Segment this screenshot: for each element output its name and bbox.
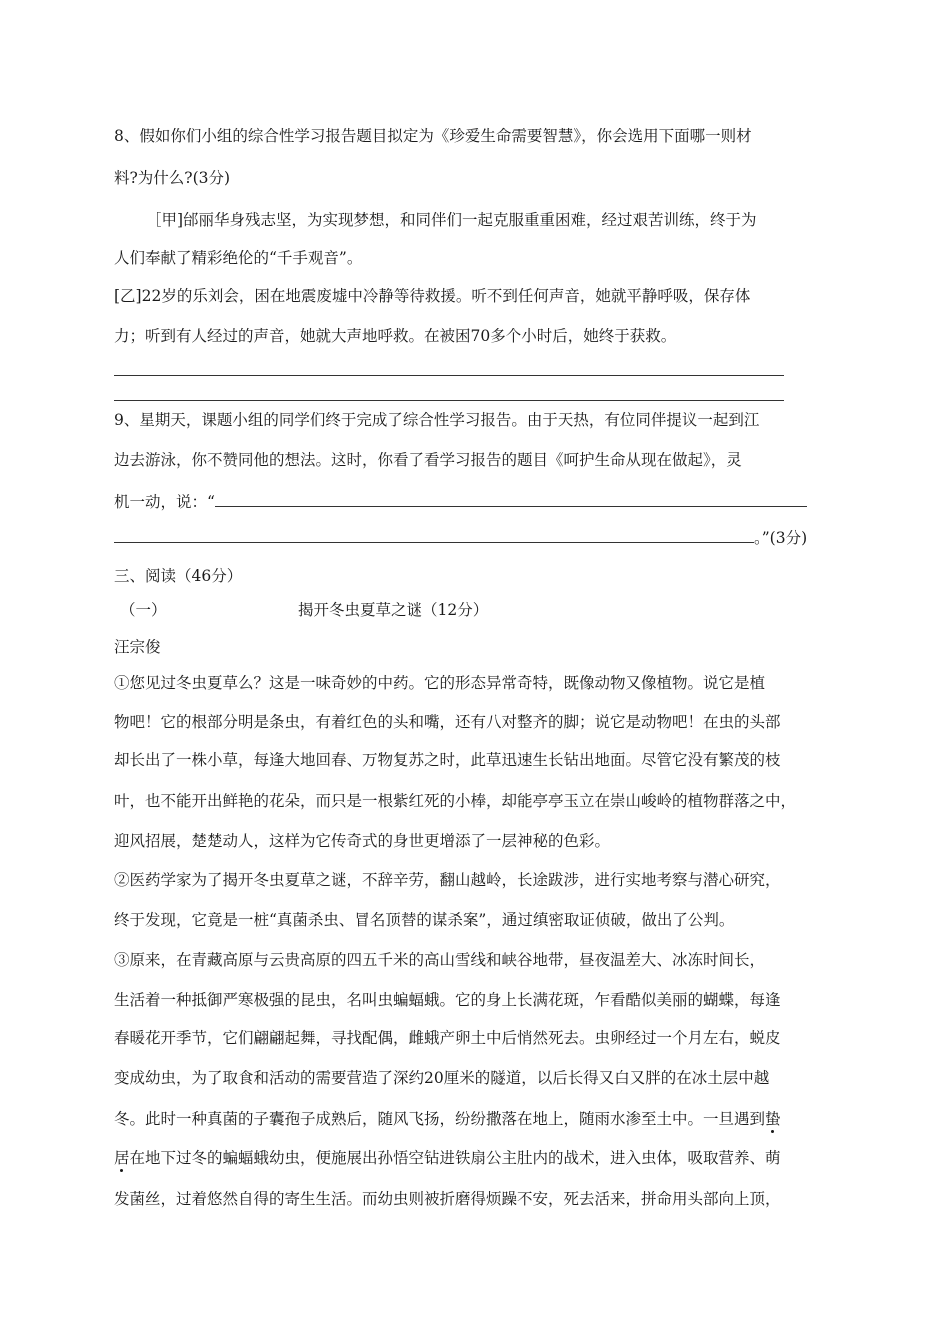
q9-line-2: 边去游泳，你不赞同他的想法。这时，你看了看学习报告的题目《呵护生命从现在做起》，灵 [114,451,742,469]
para3-line-6-text: 在地下过冬的蝙蝠蛾幼虫，便施展出孙悟空钻进铁扇公主肚内的战术，进入虫体，吸取营养、萌 [129,1149,781,1167]
para3-line-3: 春暖花开季节，它们翩翩起舞，寻找配偶，雌蛾产卵土中后悄然死去。虫卵经过一个月左右，蜕皮 [114,1029,781,1047]
article-author: 汪宗俊 [114,638,161,656]
para2-line-1: ②医药学家为了揭开冬虫夏草之谜，不辞辛劳，翻山越岭，长途跋涉，进行实地考察与潜心研究， [114,871,781,889]
para1-line-1: ①您见过冬虫夏草么？这是一味奇妙的中药。它的形态异常奇特，既像动物又像植物。说它是植 [114,674,766,692]
q9-answer-blank-2[interactable] [114,528,754,543]
para3-line-5-text: 冬。此时一种真菌的子囊孢子成熟后，随风飞扬，纷纷撒落在地上，随雨水渗至土中。一旦遇到 [114,1110,766,1128]
para1-line-3: 却长出了一株小草，每逢大地回春、万物复苏之时，此草迅速生长钻出地面。尽管它没有繁茂的枝 [114,751,781,769]
q9-answer-blank-1[interactable] [215,492,807,507]
article-title: 揭开冬虫夏草之谜（12分） [298,601,489,619]
material-yi-line-1: [乙]22岁的乐刘会，困在地震废墟中冷静等待救援。听不到任何声音，她就平静呼吸，保存体 [114,287,751,305]
material-jia-line-1: ［甲]邰丽华身残志坚，为实现梦想，和同伴们一起克服重重困难，经过艰苦训练，终于为 [146,211,757,229]
para3-line-7: 发菌丝，过着悠然自得的寄生生活。而幼虫则被折磨得烦躁不安，死去活来，拼命用头部向上顶， [114,1190,781,1208]
para1-line-4: 叶，也不能开出鲜艳的花朵，而只是一根紫红死的小棒，却能亭亭玉立在崇山峻岭的植物群落之中， [114,792,797,810]
para1-line-5: 迎风招展，楚楚动人，这样为它传奇式的身世更增添了一层神秘的色彩。 [114,832,611,850]
q9-line-3 [114,492,807,512]
para3-line-5 [114,1109,781,1129]
q9-line-1: 9、星期天，课题小组的同学们终于完成了综合性学习报告。由于天热，有位同伴提议一起到江 [114,411,760,429]
section-heading: 三、阅读（46分） [114,567,243,585]
answer-line-1[interactable] [114,375,784,376]
para2-line-2: 终于发现，它竟是一桩“真菌杀虫、冒名顶替的谋杀案”，通过缜密取证侦破，做出了公判。 [114,911,735,929]
para3-line-4: 变成幼虫，为了取食和活动的需要营造了深约20厘米的隧道，以后长得又白又胖的在冰土层中越 [114,1069,770,1087]
emphasis-char-ju: 居 [114,1149,130,1167]
q8-line-1: 8、假如你们小组的综合性学习报告题目拟定为《珍爱生命需要智慧》，你会选用下面哪一则材 [114,127,752,145]
answer-line-2[interactable] [114,400,784,401]
q9-prompt: 机一动，说：“ [114,493,215,511]
q8-line-2: 料?为什么?(3分) [114,169,231,187]
para1-line-2: 物吧！它的根部分明是条虫，有着红色的头和嘴，还有八对整齐的脚；说它是动物吧！在虫的头部 [114,713,781,731]
para3-line-1: ③原来，在青藏高原与云贵高原的四五千米的高山雪线和峡谷地带，昼夜温差大、冰冻时间长， [114,951,766,969]
material-jia-line-2: 人们奉献了精彩绝伦的“千手观音”。 [114,249,363,267]
material-yi-line-2: 力；听到有人经过的声音，她就大声地呼救。在被困70多个小时后，她终于获救。 [114,327,677,345]
part-label: （一） [120,601,167,619]
q9-score: 。”(3分) [754,529,808,547]
para3-line-6 [114,1148,781,1168]
q9-line-4 [114,528,807,548]
para3-line-2: 生活着一种抵御严寒极强的昆虫，名叫虫蝙蝠蛾。它的身上长满花斑，乍看酷似美丽的蝴蝶，每逢 [114,991,781,1009]
emphasis-char-zhe: 蛰 [765,1110,781,1128]
